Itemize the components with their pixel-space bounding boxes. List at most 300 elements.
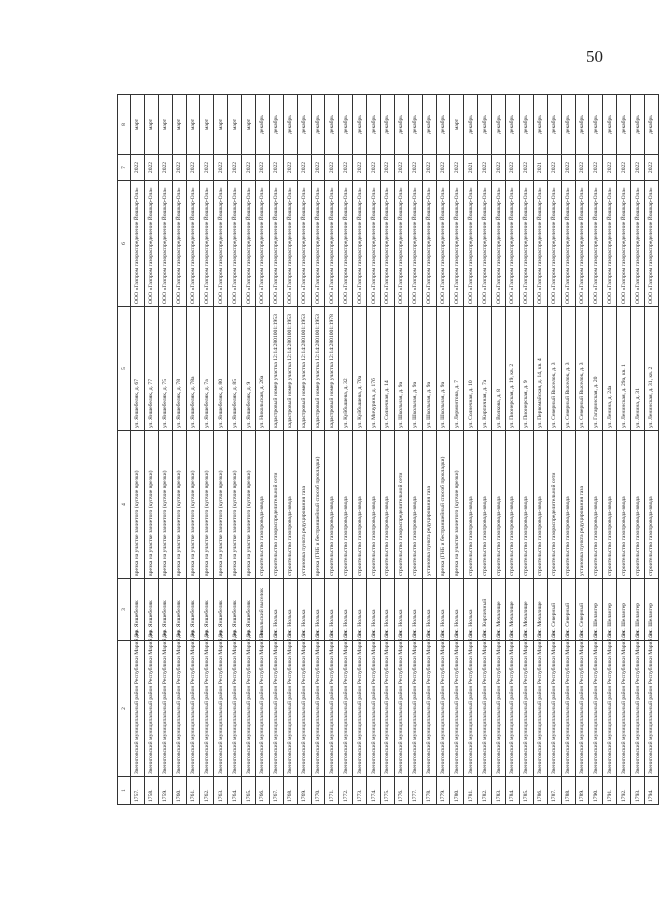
- table-cell: декабрь: [492, 95, 506, 155]
- table-cell: ул. Волкова, д. 8: [492, 307, 506, 431]
- table-cell: 2022: [242, 155, 256, 181]
- table-cell: установка пункта редуцирования газа: [422, 431, 436, 579]
- table-cell: ООО «Газпром газораспределение Йошкар-Ола»: [589, 181, 603, 307]
- table-cell: пос. Шелангер: [631, 579, 645, 641]
- table-cell: пос. Северный: [547, 579, 561, 641]
- table-cell: Звениговский муниципальный район Республики Марий Эл: [644, 641, 658, 777]
- table-cell: ул. Куйбышева, д. 32: [339, 307, 353, 431]
- table-cell: 2022: [381, 155, 395, 181]
- table-cell: ООО «Газпром газораспределение Йошкар-Ола»: [172, 181, 186, 307]
- table-cell: 1786.: [533, 777, 547, 805]
- table-cell: 1776.: [394, 777, 408, 805]
- table-cell: Звениговский муниципальный район Республики Марий Эл: [547, 641, 561, 777]
- table-cell: врезка на участке заниетого (купчие врезки): [242, 431, 256, 579]
- table-cell: Звениговский муниципальный район Республики Марий Эл: [297, 641, 311, 777]
- table-cell: Звениговский муниципальный район Республики Марий Эл: [617, 641, 631, 777]
- table-cell: врезка на участке заниетого (купчие врезки): [131, 431, 145, 579]
- table-cell: Звениговский муниципальный район Республики Марий Эл: [311, 641, 325, 777]
- table-cell: 1785.: [519, 777, 533, 805]
- table-cell: ООО «Газпром газораспределение Йошкар-Ола»: [325, 181, 339, 307]
- table-cell: декабрь: [603, 95, 617, 155]
- table-cell: строительство газопровода-ввода: [339, 431, 353, 579]
- table-cell: ул. Яншебеляк, д. 80: [214, 307, 228, 431]
- table-cell: ООО «Газпром газораспределение Йошкар-Ола»: [492, 181, 506, 307]
- table-cell: ООО «Газпром газораспределение Йошкар-Ола»: [131, 181, 145, 307]
- table-cell: кадастровый номер участка 12:14:2801001:1953: [283, 307, 297, 431]
- table-row: [242, 95, 256, 805]
- table-cell: пос. Шелангер: [603, 579, 617, 641]
- table-cell: ООО «Газпром газораспределение Йошкар-Ола»: [561, 181, 575, 307]
- table-cell: дер. Яншебеляк: [228, 579, 242, 641]
- table-cell: пос. Нолька: [283, 579, 297, 641]
- table-cell: 1794.: [644, 777, 658, 805]
- table-row: [533, 95, 547, 805]
- table-cell: 2022: [311, 155, 325, 181]
- column-header-1: 1: [118, 777, 131, 805]
- table-cell: ул. Яншебеляк, д. 77: [144, 307, 158, 431]
- table-cell: строительство газопровода-ввода: [519, 431, 533, 579]
- table-cell: ООО «Газпром газораспределение Йошкар-Ола»: [644, 181, 658, 307]
- table-cell: март: [172, 95, 186, 155]
- table-row: [422, 95, 436, 805]
- table-cell: кадастровый номер участка 12:14:2801001:1953: [269, 307, 283, 431]
- rotated-table-container: [117, 95, 655, 805]
- table-cell: Звениговский муниципальный район Республики Марий Эл: [394, 641, 408, 777]
- table-cell: ООО «Газпром газораспределение Йошкар-Ола»: [353, 181, 367, 307]
- table-cell: ул. Яншебеляк, д. 7а: [200, 307, 214, 431]
- table-cell: ул. Ленина, д. 31: [631, 307, 645, 431]
- page-number: 50: [586, 47, 603, 66]
- table-cell: пос. Нолька: [325, 579, 339, 641]
- table-cell: Звениговский муниципальный район Республики Марий Эл: [533, 641, 547, 777]
- table-cell: декабрь: [269, 95, 283, 155]
- table-cell: строительство газопровода-ввода: [506, 431, 520, 579]
- table-cell: Звениговский муниципальный район Республики Марий Эл: [408, 641, 422, 777]
- table-cell: установка пункта редуцирования газа: [575, 431, 589, 579]
- table-cell: 2022: [589, 155, 603, 181]
- table-cell: декабрь: [325, 95, 339, 155]
- table-row: [519, 95, 533, 805]
- table-cell: 2022: [561, 155, 575, 181]
- table-cell: 2022: [144, 155, 158, 181]
- table-cell: ООО «Газпром газораспределение Йошкар-Ола»: [283, 181, 297, 307]
- table-cell: врезка (ГНБ и бестраншейный способ прокладки): [436, 431, 450, 579]
- table-cell: Звениговский муниципальный район Республики Марий Эл: [214, 641, 228, 777]
- table-row: [631, 95, 645, 805]
- table-cell: строительство газопровода-ввода: [353, 431, 367, 579]
- table-cell: врезка на участке заниетого (купчие врезки): [228, 431, 242, 579]
- table-row: [478, 95, 492, 805]
- table-cell: строительство газораспределительной сети: [394, 431, 408, 579]
- table-cell: кадастровый номер участка 12:14:2801001:1978: [325, 307, 339, 431]
- table-cell: пос. Нолька: [381, 579, 395, 641]
- table-cell: пос. Нолька: [269, 579, 283, 641]
- table-cell: 2022: [631, 155, 645, 181]
- table-cell: 1790.: [589, 777, 603, 805]
- table-cell: ул. Первомайская, д. 14, кв. 4: [533, 307, 547, 431]
- table-cell: пос. Нолька: [464, 579, 478, 641]
- table-cell: 1793.: [631, 777, 645, 805]
- table-cell: строительство газопровода-ввода: [464, 431, 478, 579]
- table-cell: ул. Школьная, д. 9а: [394, 307, 408, 431]
- table-cell: 2022: [256, 155, 270, 181]
- table-cell: декабрь: [422, 95, 436, 155]
- table-cell: 1789.: [575, 777, 589, 805]
- table-cell: 2022: [339, 155, 353, 181]
- table-cell: Звениговский муниципальный район Республики Марий Эл: [436, 641, 450, 777]
- table-cell: 2022: [617, 155, 631, 181]
- table-cell: пос. Северный: [561, 579, 575, 641]
- table-cell: Звениговский муниципальный район Республики Марий Эл: [492, 641, 506, 777]
- table-cell: ООО «Газпром газораспределение Йошкар-Ола»: [144, 181, 158, 307]
- column-header-6: 6: [118, 181, 131, 307]
- table-cell: 1759.: [158, 777, 172, 805]
- table-cell: Звениговский муниципальный район Республики Марий Эл: [158, 641, 172, 777]
- table-cell: ООО «Газпром газораспределение Йошкар-Ола»: [575, 181, 589, 307]
- column-header-5: 5: [118, 307, 131, 431]
- table-cell: ООО «Газпром газораспределение Йошкар-Ола»: [519, 181, 533, 307]
- table-cell: врезка на участке заниетого (купчие врезки): [186, 431, 200, 579]
- table-cell: 1788.: [561, 777, 575, 805]
- table-cell: декабрь: [589, 95, 603, 155]
- table-row: [450, 95, 464, 805]
- table-cell: строительство газораспределительной сети: [269, 431, 283, 579]
- table-cell: врезка на участке заниетого (купчие врезки): [158, 431, 172, 579]
- table-cell: 1767.: [269, 777, 283, 805]
- table-cell: 1791.: [603, 777, 617, 805]
- table-cell: Звениговский муниципальный район Республики Марий Эл: [381, 641, 395, 777]
- table-cell: пос. Нолька: [367, 579, 381, 641]
- table-cell: строительство газопровода-ввода: [408, 431, 422, 579]
- table-row: [561, 95, 575, 805]
- table-cell: ООО «Газпром газораспределение Йошкар-Ола»: [617, 181, 631, 307]
- table-cell: ООО «Газпром газораспределение Йошкар-Ола»: [200, 181, 214, 307]
- table-cell: Звениговский муниципальный район Республики Марий Эл: [172, 641, 186, 777]
- table-cell: 1769.: [297, 777, 311, 805]
- table-row: [589, 95, 603, 805]
- table-cell: ООО «Газпром газораспределение Йошкар-Ола»: [394, 181, 408, 307]
- gasification-schedule-table: [117, 94, 659, 805]
- table-cell: 2022: [353, 155, 367, 181]
- table-cell: пос. Нолька: [450, 579, 464, 641]
- table-body: [131, 95, 659, 805]
- table-row: [464, 95, 478, 805]
- table-cell: 1757.: [131, 777, 145, 805]
- table-row: [214, 95, 228, 805]
- table-cell: 2022: [603, 155, 617, 181]
- table-cell: ул. Школьная, д. 9а: [422, 307, 436, 431]
- table-cell: ООО «Газпром газораспределение Йошкар-Ола»: [547, 181, 561, 307]
- table-cell: декабрь: [631, 95, 645, 155]
- table-row: [144, 95, 158, 805]
- table-cell: ООО «Газпром газораспределение Йошкар-Ола»: [381, 181, 395, 307]
- table-cell: ООО «Газпром газораспределение Йошкар-Ола»: [367, 181, 381, 307]
- table-cell: ООО «Газпром газораспределение Йошкар-Ола»: [408, 181, 422, 307]
- table-cell: ул. Солнечная, д. 10: [464, 307, 478, 431]
- table-cell: ул. Лермонтова, д. 7: [450, 307, 464, 431]
- table-cell: ООО «Газпром газораспределение Йошкар-Ола»: [269, 181, 283, 307]
- table-cell: пос. Нолька: [353, 579, 367, 641]
- table-cell: ул. Школьная, д. 9а: [436, 307, 450, 431]
- table-cell: 1760.: [172, 777, 186, 805]
- table-cell: дер. Яншебеляк: [131, 579, 145, 641]
- table-cell: декабрь: [547, 95, 561, 155]
- table-cell: ООО «Газпром газораспределение Йошкар-Ола»: [339, 181, 353, 307]
- table-cell: врезка на участке заниетого (купчие врезки): [450, 431, 464, 579]
- table-cell: пос. Кирпичный: [478, 579, 492, 641]
- table-cell: 1761.: [186, 777, 200, 805]
- table-cell: ул. Ленина, д. 24а: [603, 307, 617, 431]
- table-cell: Звениговский муниципальный район Республики Марий Эл: [200, 641, 214, 777]
- table-cell: ООО «Газпром газораспределение Йошкар-Ола»: [214, 181, 228, 307]
- table-cell: 1777.: [408, 777, 422, 805]
- table-row: [644, 95, 658, 805]
- table-cell: Звениговский муниципальный район Республики Марий Эл: [561, 641, 575, 777]
- table-cell: ул. Яншебеляк, д. 75: [158, 307, 172, 431]
- table-cell: пос. Мочалище: [506, 579, 520, 641]
- table-cell: ООО «Газпром газораспределение Йошкар-Ола»: [506, 181, 520, 307]
- table-cell: врезка на участке заниетого (купчие врезки): [172, 431, 186, 579]
- table-row: [256, 95, 270, 805]
- table-cell: ООО «Газпром газораспределение Йошкар-Ола»: [186, 181, 200, 307]
- table-row: [436, 95, 450, 805]
- table-cell: дер. Яншебеляк: [144, 579, 158, 641]
- table-cell: строительство газопровода-ввода: [561, 431, 575, 579]
- table-cell: ООО «Газпром газораспределение Йошкар-Ола»: [158, 181, 172, 307]
- table-cell: Звениговский муниципальный район Республики Марий Эл: [256, 641, 270, 777]
- table-cell: 1792.: [617, 777, 631, 805]
- table-row: [339, 95, 353, 805]
- table-cell: ул. Ленинская, д. 31, кв. 2: [644, 307, 658, 431]
- table-cell: пос. Нолька: [408, 579, 422, 641]
- table-cell: дер. Яншебеляк: [158, 579, 172, 641]
- table-cell: 2022: [450, 155, 464, 181]
- table-cell: Звениговский муниципальный район Республики Марий Эл: [464, 641, 478, 777]
- table-cell: дер. Яншебеляк: [242, 579, 256, 641]
- table-cell: строительство газопровода-ввода: [478, 431, 492, 579]
- table-cell: ул. Северный Выселок, д. 3: [561, 307, 575, 431]
- table-cell: 2022: [200, 155, 214, 181]
- table-cell: 2021: [533, 155, 547, 181]
- table-cell: пос. Шелангер: [589, 579, 603, 641]
- table-cell: декабрь: [367, 95, 381, 155]
- table-cell: ООО «Газпром газораспределение Йошкар-Ола»: [311, 181, 325, 307]
- table-cell: ул. Северный Выселок, д. 3: [575, 307, 589, 431]
- table-cell: декабрь: [311, 95, 325, 155]
- table-cell: строительство газопровода-ввода: [603, 431, 617, 579]
- table-cell: ул. Яншебеляк, д. 78: [172, 307, 186, 431]
- table-row: [158, 95, 172, 805]
- table-cell: 1774.: [367, 777, 381, 805]
- table-cell: март: [242, 95, 256, 155]
- table-row: [325, 95, 339, 805]
- table-cell: Никольский выселок: [256, 579, 270, 641]
- table-cell: 2022: [408, 155, 422, 181]
- table-cell: ул. Яншебеляк, д. 78а: [186, 307, 200, 431]
- table-cell: декабрь: [478, 95, 492, 155]
- table-cell: ул. Северный Выселок, д. 3: [547, 307, 561, 431]
- table-cell: Звениговский муниципальный район Республики Марий Эл: [283, 641, 297, 777]
- table-cell: Звениговский муниципальный район Республики Марий Эл: [339, 641, 353, 777]
- table-cell: 2022: [325, 155, 339, 181]
- table-cell: пос. Нолька: [394, 579, 408, 641]
- table-cell: дер. Яншебеляк: [200, 579, 214, 641]
- table-row: [492, 95, 506, 805]
- table-cell: 2022: [367, 155, 381, 181]
- table-cell: строительство газопровода-ввода: [589, 431, 603, 579]
- table-row: [172, 95, 186, 805]
- table-cell: 2022: [228, 155, 242, 181]
- table-cell: врезка на участке заниетого (купчие врезки): [144, 431, 158, 579]
- table-cell: ООО «Газпром газораспределение Йошкар-Ола»: [478, 181, 492, 307]
- table-cell: март: [214, 95, 228, 155]
- table-row: [617, 95, 631, 805]
- table-cell: ул. Кирпичная, д. 7а: [478, 307, 492, 431]
- table-cell: Звениговский муниципальный район Республики Марий Эл: [186, 641, 200, 777]
- table-row: [186, 95, 200, 805]
- table-cell: ул. Яншебеляк, д. 85: [228, 307, 242, 431]
- table-cell: 2022: [436, 155, 450, 181]
- table-cell: ООО «Газпром газораспределение Йошкар-Ола»: [603, 181, 617, 307]
- table-cell: март: [450, 95, 464, 155]
- table-cell: 1779.: [436, 777, 450, 805]
- table-cell: 2022: [283, 155, 297, 181]
- table-cell: ул. Гагаринская, д. 20: [589, 307, 603, 431]
- table-cell: пос. Шелангер: [644, 579, 658, 641]
- table-cell: 2022: [269, 155, 283, 181]
- table-cell: пос. Нолька: [297, 579, 311, 641]
- table-cell: 1787.: [547, 777, 561, 805]
- table-cell: 2022: [492, 155, 506, 181]
- table-row: [228, 95, 242, 805]
- table-cell: 1772.: [339, 777, 353, 805]
- table-cell: 1758.: [144, 777, 158, 805]
- table-cell: строительство газопровода-ввода: [492, 431, 506, 579]
- table-cell: кадастровый номер участка 12:14:2801001:1953: [297, 307, 311, 431]
- table-cell: врезка на участке заниетого (купчие врезки): [200, 431, 214, 579]
- table-cell: 2022: [478, 155, 492, 181]
- table-cell: 1783.: [492, 777, 506, 805]
- table-cell: Звениговский муниципальный район Республики Марий Эл: [589, 641, 603, 777]
- table-cell: 1770.: [311, 777, 325, 805]
- table-cell: ул. Куйбышева, д. 70а: [353, 307, 367, 431]
- table-cell: Звениговский муниципальный район Республики Марий Эл: [575, 641, 589, 777]
- column-header-2: 2: [118, 641, 131, 777]
- column-header-3: 3: [118, 579, 131, 641]
- table-cell: ул. Яншебеляк, д. 67: [131, 307, 145, 431]
- table-cell: пос. Мочалище: [519, 579, 533, 641]
- table-cell: март: [200, 95, 214, 155]
- column-header-8: 8: [118, 95, 131, 155]
- table-cell: декабрь: [464, 95, 478, 155]
- table-cell: 1765.: [242, 777, 256, 805]
- table-cell: пос. Северный: [575, 579, 589, 641]
- table-cell: 1766.: [256, 777, 270, 805]
- table-cell: ООО «Газпром газораспределение Йошкар-Ола»: [297, 181, 311, 307]
- table-cell: 1781.: [464, 777, 478, 805]
- table-cell: ООО «Газпром газораспределение Йошкар-Ола»: [436, 181, 450, 307]
- table-cell: установка пункта редуцирования газа: [297, 431, 311, 579]
- table-cell: Звениговский муниципальный район Республики Марий Эл: [269, 641, 283, 777]
- table-cell: 2022: [506, 155, 520, 181]
- table-cell: декабрь: [575, 95, 589, 155]
- table-cell: 1763.: [214, 777, 228, 805]
- table-row: [131, 95, 145, 805]
- table-cell: 2022: [131, 155, 145, 181]
- table-row: [394, 95, 408, 805]
- table-cell: 1762.: [200, 777, 214, 805]
- table-cell: ул. Пионерская, д. 9: [519, 307, 533, 431]
- table-cell: ООО «Газпром газораспределение Йошкар-Ола»: [242, 181, 256, 307]
- table-cell: 1768.: [283, 777, 297, 805]
- table-cell: строительство газопровода-ввода: [533, 431, 547, 579]
- table-cell: декабрь: [381, 95, 395, 155]
- table-cell: ООО «Газпром газораспределение Йошкар-Ола»: [631, 181, 645, 307]
- table-cell: ООО «Газпром газораспределение Йошкар-Ола»: [450, 181, 464, 307]
- table-cell: 2022: [214, 155, 228, 181]
- table-cell: Звениговский муниципальный район Республики Марий Эл: [367, 641, 381, 777]
- table-cell: 1780.: [450, 777, 464, 805]
- table-cell: 2022: [158, 155, 172, 181]
- table-cell: врезка на участке заниетого (купчие врезки): [214, 431, 228, 579]
- table-cell: строительство газопровода-ввода: [367, 431, 381, 579]
- table-cell: пос. Нолька: [422, 579, 436, 641]
- table-cell: декабрь: [533, 95, 547, 155]
- table-cell: Звениговский муниципальный район Республики Марий Эл: [242, 641, 256, 777]
- table-cell: март: [144, 95, 158, 155]
- table-cell: 1771.: [325, 777, 339, 805]
- table-row: [283, 95, 297, 805]
- table-cell: ул. Солнечная, д. 14: [381, 307, 395, 431]
- table-cell: декабрь: [394, 95, 408, 155]
- table-cell: строительство газопровода-ввода: [617, 431, 631, 579]
- table-cell: ул. Никольская, д. 26а: [256, 307, 270, 431]
- table-cell: Звениговский муниципальный район Республики Марий Эл: [478, 641, 492, 777]
- table-cell: 2021: [464, 155, 478, 181]
- table-cell: март: [186, 95, 200, 155]
- table-cell: Звениговский муниципальный район Республики Марий Эл: [603, 641, 617, 777]
- table-cell: дер. Яншебеляк: [186, 579, 200, 641]
- table-cell: март: [131, 95, 145, 155]
- table-cell: ул. Школьная, д. 9а: [408, 307, 422, 431]
- table-row: [200, 95, 214, 805]
- table-row: [367, 95, 381, 805]
- table-row: [603, 95, 617, 805]
- table-cell: дер. Яншебеляк: [172, 579, 186, 641]
- table-cell: строительство газопровода-ввода: [644, 431, 658, 579]
- table-cell: 1775.: [381, 777, 395, 805]
- table-row: [506, 95, 520, 805]
- table-cell: 2022: [297, 155, 311, 181]
- table-cell: 2022: [547, 155, 561, 181]
- table-cell: 1764.: [228, 777, 242, 805]
- table-cell: Звениговский муниципальный район Республики Марий Эл: [131, 641, 145, 777]
- table-cell: 2022: [644, 155, 658, 181]
- column-header-7: 7: [118, 155, 131, 181]
- table-cell: декабрь: [297, 95, 311, 155]
- table-header-row: [118, 95, 131, 805]
- table-row: [547, 95, 561, 805]
- table-cell: ООО «Газпром газораспределение Йошкар-Ола»: [422, 181, 436, 307]
- table-cell: декабрь: [644, 95, 658, 155]
- table-cell: строительство газораспределительной сети: [547, 431, 561, 579]
- table-cell: пос. Нолька: [311, 579, 325, 641]
- table-cell: врезка (ГНБ и бестраншейный способ прокладки): [311, 431, 325, 579]
- table-cell: пос. Мочалище: [533, 579, 547, 641]
- table-cell: 2022: [172, 155, 186, 181]
- table-cell: декабрь: [519, 95, 533, 155]
- table-cell: пос. Шелангер: [617, 579, 631, 641]
